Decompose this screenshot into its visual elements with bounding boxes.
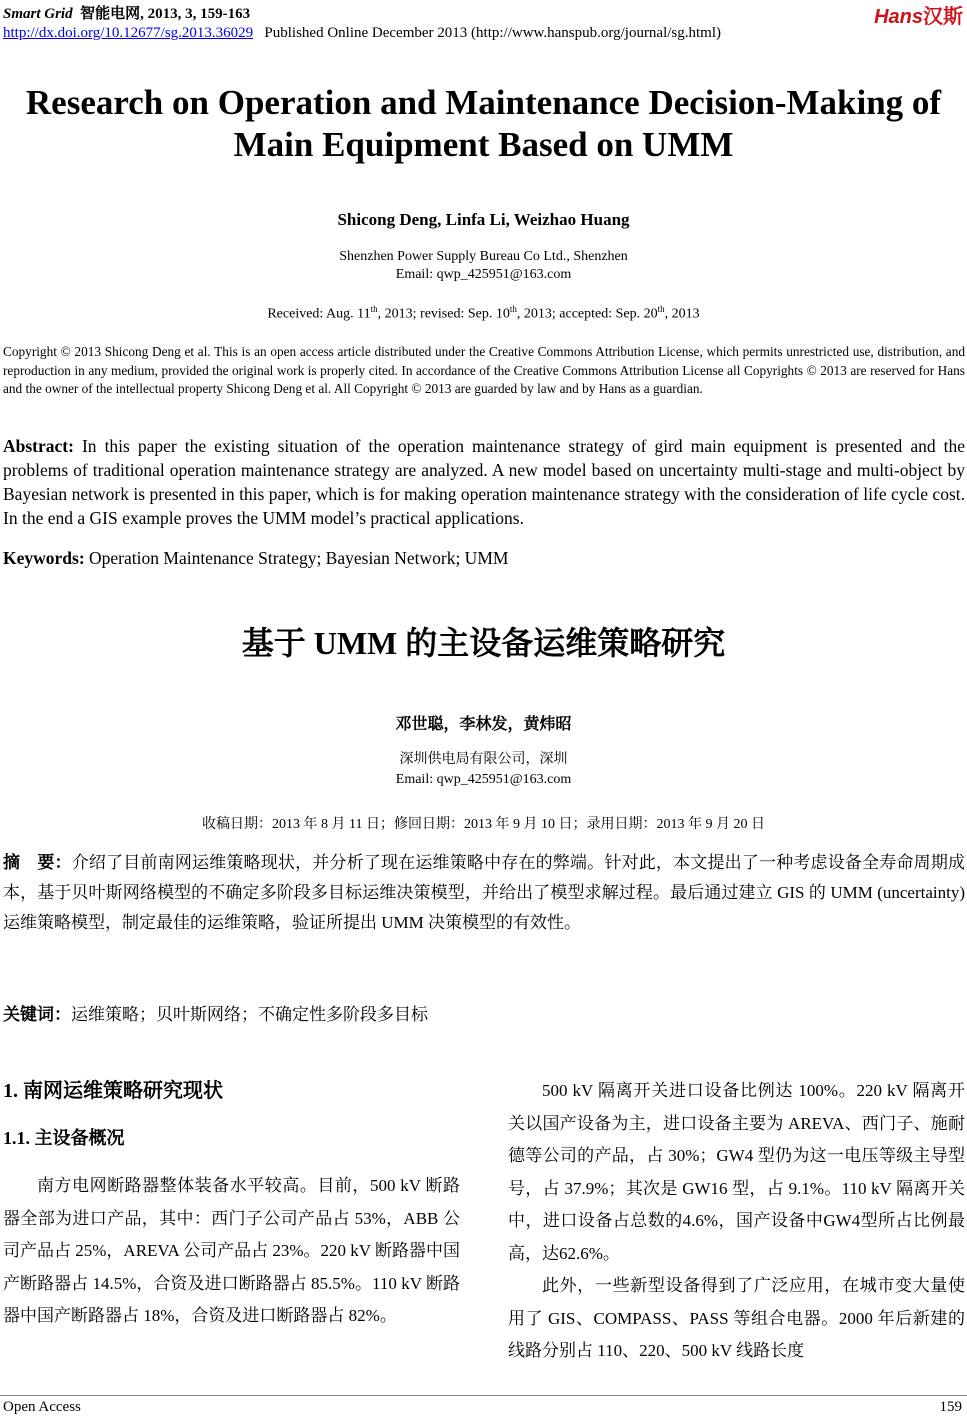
journal-header: Smart Grid 智能电网, 2013, 3, 159-163	[3, 6, 251, 22]
keywords: Keywords: Operation Maintenance Strategy; Bayesian Network; UMM	[3, 548, 509, 568]
footer-open-access: Open Access	[3, 1399, 81, 1415]
paragraph: 南方电网断路器整体装备水平较高。目前，500 kV 断路器全部为进口产品，其中：西门子公司产品占 53%，ABB 公司产品占 25%，AREVA 公司产品占 23%。220 kV 断路器中国产断路器占 14.5%，合资及进口断路器占 85.5%。110 kV 断路器中国产断路器占 18%，合资及进口断路器占 82%。	[3, 1176, 460, 1325]
copyright-notice: Copyright © 2013 Shicong Deng et al. This is an open access article distributed under the Creative Commons Attribution License, which permits unrestricted use, distribution, and reproduction in any medium, provided the original work is properly cited. In accordance of the Creative Commons Attribution License all Copyrights © 2013 are reserved for Hans and the owner of the intellectual property Shicong Deng et al. All Copyright © 2013 are guarded by law and by Hans as a guardian.	[3, 344, 965, 396]
doi-link[interactable]: http://dx.doi.org/10.12677/sg.2013.36029	[3, 25, 254, 41]
affiliation: Shenzhen Power Supply Bureau Co Ltd., Shenzhen Email: qwp_425951@163.com	[339, 249, 628, 282]
cn-authors: 邓世聪，李林发，黄炜昭	[395, 716, 572, 733]
cn-received-dates: 收稿日期：2013 年 8 月 11 日；修回日期：2013 年 9 月 10 日；录用日期：2013 年 9 月 20 日	[202, 817, 765, 832]
paragraph: 此外，一些新型设备得到了广泛应用，在城市变大量使用了 GIS、COMPASS、PASS 等组合电器。2000 年后新建的线路分别占 110、220、500 kV 线路长度	[508, 1276, 965, 1360]
received-dates: Received: Aug. 11th, 2013; revised: Sep. 10th, 2013; accepted: Sep. 20th, 2013	[267, 304, 700, 322]
page-number: 159	[939, 1399, 962, 1415]
right-column	[508, 1075, 965, 1368]
abstract: Abstract: In this paper the existing situation of the operation maintenance strategy of gird main equipment is presented and the problems of traditional operation maintenance strategy are analyzed. A new model based on uncertainty multi-stage and multi-object by Bayesian network is presented in this paper, which is for making operation maintenance strategy with the consideration of life cycle cost. In the end a GIS example proves the UMM model’s practical applications.	[3, 436, 965, 528]
hans-logo: Hans汉斯	[874, 6, 963, 28]
subsection-heading: 1.1. 主设备概况	[3, 1128, 125, 1148]
left-column	[3, 1170, 460, 1333]
cn-affiliation: 深圳供电局有限公司，深圳 Email: qwp_425951@163.com	[395, 752, 572, 787]
authors: Shicong Deng, Linfa Li, Weizhao Huang	[337, 210, 630, 229]
footer-divider	[0, 1395, 967, 1396]
publication-info: http://dx.doi.org/10.12677/sg.2013.36029 Published Online December 2013 (http://www.hanspub.org/journal/sg.html)	[3, 25, 722, 41]
paper-title: Research on Operation and Maintenance Decision-Making of Main Equipment Based on UMM	[25, 83, 942, 164]
section-heading: 1. 南网运维策略研究现状	[3, 1080, 223, 1102]
cn-keywords: 关键词：运维策略；贝叶斯网络；不确定性多阶段多目标	[3, 1005, 428, 1025]
paragraph: 500 kV 隔离开关进口设备比例达 100%。220 kV 隔离开关以国产设备为主，进口设备主要为 AREVA、西门子、施耐德等公司的产品，占 30%；GW4 型仍为这一电压等级主导型号，占 37.9%；其次是 GW16 型，占 9.1%。110 kV 隔离开关中，进口设备占总数的4.6%，国产设备中GW4型所占比例最高，达62.6%。	[508, 1081, 965, 1263]
cn-title: 基于 UMM 的主设备运维策略研究	[241, 625, 726, 661]
cn-abstract: 摘 要：介绍了目前南网运维策略现状，并分析了现在运维策略中存在的弊端。针对此，本文提出了一种考虑设备全寿命周期成本，基于贝叶斯网络模型的不确定多阶段多目标运维决策模型，并给出了模型求解过程。最后通过建立 GIS 的 UMM (uncertainty)运维策略模型，制定最佳的运维策略，验证所提出 UMM 决策模型的有效性。	[3, 853, 966, 932]
